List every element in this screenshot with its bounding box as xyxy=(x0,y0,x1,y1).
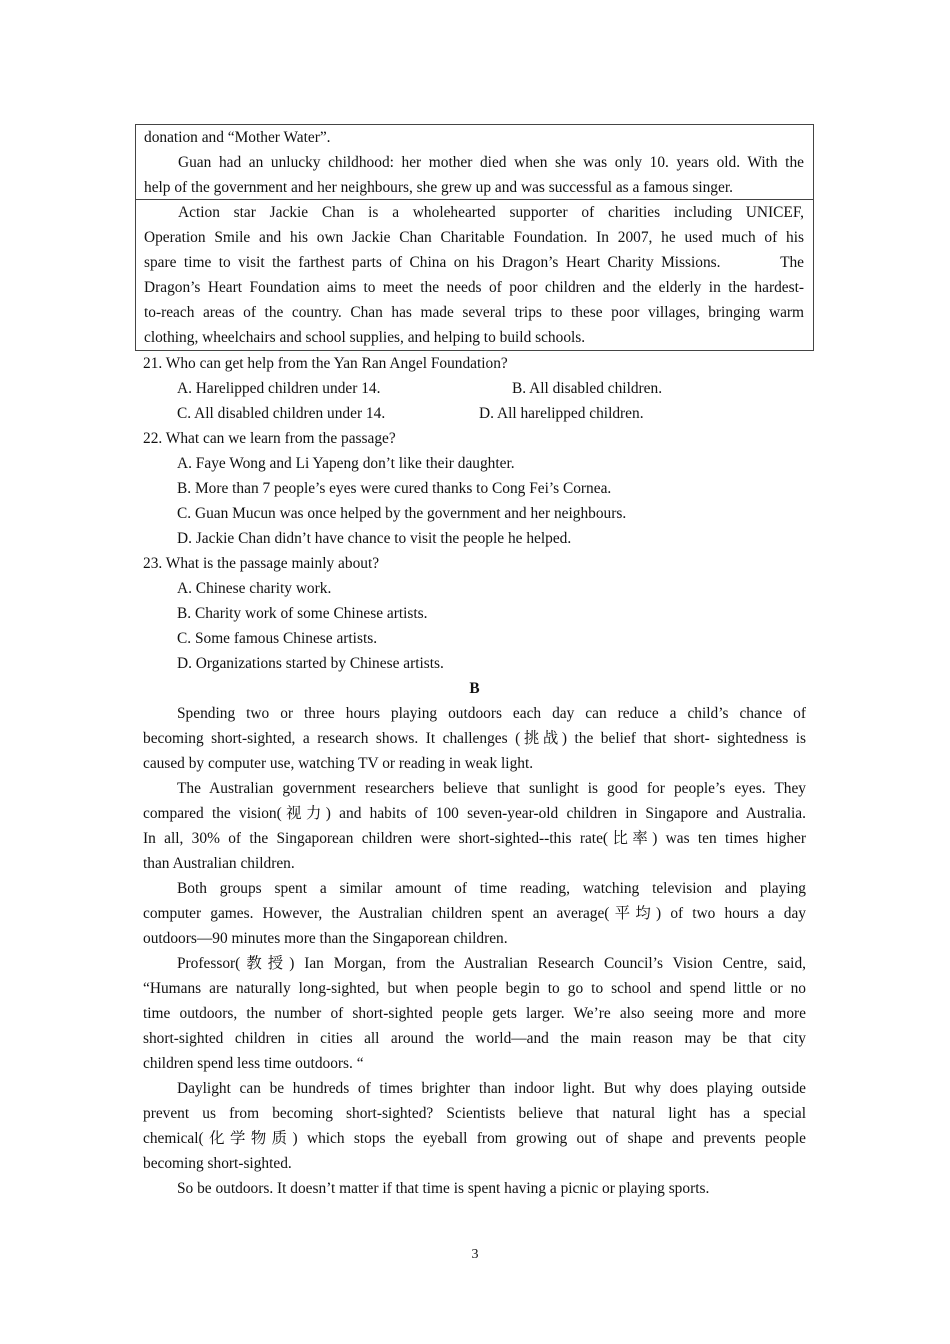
option-a: A. Harelipped children under 14. xyxy=(177,380,381,397)
text-line: computer games. However, the Australian children spent an average(平均) of two hours a day xyxy=(143,905,806,922)
text-line: Operation Smile and his own Jackie Chan Charitable Foundation. In 2007, he used much of his xyxy=(144,229,804,246)
questions-and-passage-b xyxy=(143,351,806,1201)
text-line: compared the vision(视力) and habits of 100 seven-year-old children in Singapore and Australia. xyxy=(143,805,806,822)
text-line: Guan had an unlucky childhood: her mother died when she was only 10. years old. With the xyxy=(178,154,804,171)
section-heading: B xyxy=(469,680,480,697)
text-line: children spend less time outdoors. “ xyxy=(143,1055,364,1072)
text-line: becoming short-sighted. xyxy=(143,1155,292,1172)
passage-box-jackie-chan xyxy=(135,200,814,351)
option-d: D. Organizations started by Chinese artists. xyxy=(177,655,444,672)
question-22: 22. What can we learn from the passage? xyxy=(143,430,396,447)
option-b: B. All disabled children. xyxy=(512,380,663,397)
text-line: The Australian government researchers believe that sunlight is good for people’s eyes. They xyxy=(177,780,806,797)
option-c: C. Guan Mucun was once helped by the government and her neighbours. xyxy=(177,505,627,522)
text-line: Daylight can be hundreds of times brighter than indoor light. But why does playing outside xyxy=(177,1080,806,1097)
text-line: caused by computer use, watching TV or reading in weak light. xyxy=(143,755,534,772)
option-a: A. Chinese charity work. xyxy=(177,580,332,597)
text-line: Spending two or three hours playing outdoors each day can reduce a child’s chance of xyxy=(177,705,806,722)
option-a: A. Faye Wong and Li Yapeng don’t like their daughter. xyxy=(177,455,515,472)
passage-box-guan xyxy=(135,124,814,200)
text-line: outdoors—90 minutes more than the Singaporean children. xyxy=(143,930,508,947)
option-c: C. All disabled children under 14. xyxy=(177,405,386,422)
question-21: 21. Who can get help from the Yan Ran Angel Foundation? xyxy=(143,355,508,372)
text-line: spare time to visit the farthest parts of China on his Dragon’s Heart Charity Missions. The xyxy=(144,254,804,271)
text-line: Action star Jackie Chan is a wholehearted supporter of charities including UNICEF, xyxy=(178,204,804,221)
text-line: than Australian children. xyxy=(143,855,295,872)
text-line: clothing, wheelchairs and school supplies, and helping to build schools. xyxy=(144,329,586,346)
text-line: Dragon’s Heart Foundation aims to meet the needs of poor children and the elderly in the hardest- xyxy=(144,279,804,296)
text-line: donation and “Mother Water”. xyxy=(144,129,331,146)
text-line: short-sighted children in cities all around the world—and the main reason may be that city xyxy=(143,1030,806,1047)
option-c: C. Some famous Chinese artists. xyxy=(177,630,378,647)
question-23: 23. What is the passage mainly about? xyxy=(143,555,380,572)
text-line: help of the government and her neighbours, she grew up and was successful as a famous singer. xyxy=(144,179,733,196)
question-21-options-row-2 xyxy=(143,401,806,426)
text-line: Both groups spent a similar amount of time reading, watching television and playing xyxy=(177,880,806,897)
text-line: Professor(教授) Ian Morgan, from the Australian Research Council’s Vision Centre, said, xyxy=(177,955,806,972)
text-line: In all, 30% of the Singaporean children were short-sighted--this rate(比率) was ten times higher xyxy=(143,830,806,847)
text-line: So be outdoors. It doesn’t matter if that time is spent having a picnic or playing sports. xyxy=(177,1180,710,1197)
option-b: B. More than 7 people’s eyes were cured thanks to Cong Fei’s Cornea. xyxy=(177,480,612,497)
text-line: becoming short-sighted, a research shows. It challenges (挑战) the belief that short- sightedness is xyxy=(143,730,806,747)
text-line: chemical(化学物质) which stops the eyeball from growing out of shape and prevents people xyxy=(143,1130,806,1147)
text-line: to-reach areas of the country. Chan has made several trips to these poor villages, bringing warm xyxy=(144,304,804,321)
option-d: D. All harelipped children. xyxy=(479,405,644,422)
page-number: 3 xyxy=(471,1247,479,1262)
option-b: B. Charity work of some Chinese artists. xyxy=(177,605,428,622)
question-21-options-row-1 xyxy=(143,376,806,401)
option-d: D. Jackie Chan didn’t have chance to visit the people he helped. xyxy=(177,530,572,547)
text-line: “Humans are naturally long-sighted, but when people begin to go to school and spend little or no xyxy=(143,980,806,997)
text-line: time outdoors, the number of short-sighted people gets larger. We’re also seeing more and more xyxy=(143,1005,806,1022)
text-line: prevent us from becoming short-sighted? Scientists believe that natural light has a special xyxy=(143,1105,806,1122)
